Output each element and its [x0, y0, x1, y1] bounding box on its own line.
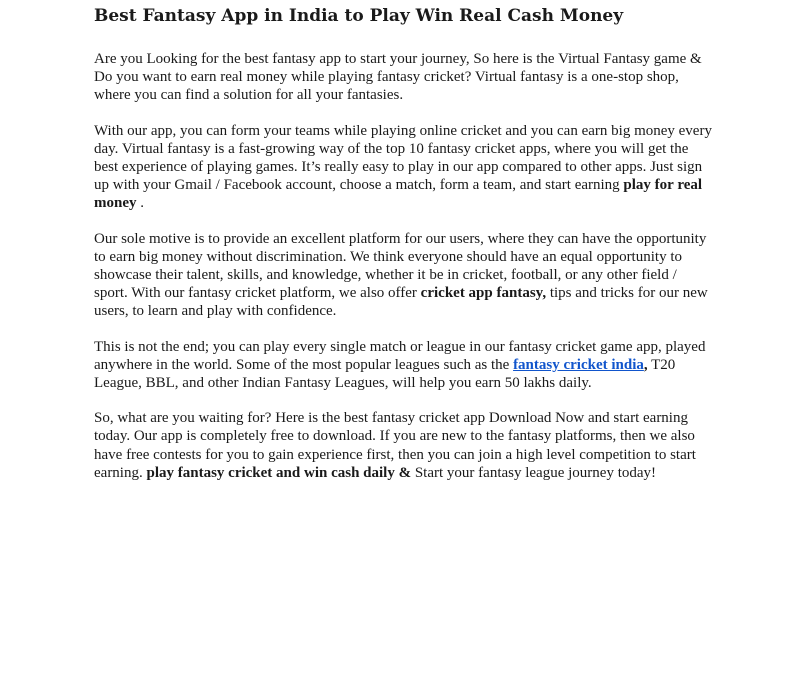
paragraph-intro: [94, 50, 714, 105]
document-page: [94, 4, 714, 499]
paragraph-call-to-action-text: So, what are you waiting for? Here is the best fantasy cricket app Download Now and start earning today. Our app is completely free to download. If you are new to the fantasy platforms, then we also have free contests for you to gain experience first, then you can join a high level competition to start earning.: [94, 410, 696, 481]
emphasis-play-and-win: play fantasy cricket and win cash daily &: [146, 464, 412, 481]
paragraph-leagues: [94, 338, 714, 393]
paragraph-leagues-end: T20 League, BBL, and other Indian Fantasy Leagues, will help you earn 50 lakhs daily.: [94, 356, 676, 392]
paragraph-app-features: [94, 122, 714, 213]
paragraph-motive-end: tips and tricks for our new users, to learn and play with confidence.: [94, 285, 708, 320]
paragraph-intro-text: Are you Looking for the best fantasy app to start your journey, So here is the Virtual Fantasy game & Do you want to earn real money while playing fantasy cricket? Virtual fantasy is a one-stop shop, where you can find a solution for all your fantasies.: [94, 51, 702, 104]
paragraph-call-to-action: [94, 409, 714, 482]
emphasis-cricket-app-fantasy: cricket app fantasy,: [420, 285, 547, 302]
paragraph-app-features-end: .: [136, 195, 144, 212]
document-title: Best Fantasy App in India to Play Win Real Cash Money: [94, 6, 624, 26]
emphasis-play-for-real-money: play for real money: [94, 177, 703, 212]
paragraph-call-to-action-end: Start your fantasy league journey today!: [411, 464, 657, 481]
link-fantasy-cricket-india[interactable]: fantasy cricket india: [513, 356, 644, 373]
emphasis-comma: ,: [643, 356, 648, 373]
paragraph-leagues-text: This is not the end; you can play every single match or league in our fantasy cricket game app, played anywhere in the world. Some of the most popular leagues such as the: [94, 338, 706, 373]
paragraph-app-features-text: With our app, you can form your teams while playing online cricket and you can earn big money every day. Virtual fantasy is a fast-growing way of the top 10 fantasy cricket apps, where you will get the best experience of playing games. It’s really easy to play in our app compared to other apps. Just sign up with your Gmail / Facebook account, choose a match, form a team, and start earning: [94, 122, 712, 194]
paragraph-motive-text: Our sole motive is to provide an excellent platform for our users, where they can have the opportunity to earn big money without discrimination. We think everyone should have an equal opportunity to showcase their talent, skills, and knowledge, whether it be in cricket, football, or any other field / sport. With our fantasy cricket platform, we also offer: [94, 230, 707, 302]
paragraph-motive: [94, 230, 714, 321]
